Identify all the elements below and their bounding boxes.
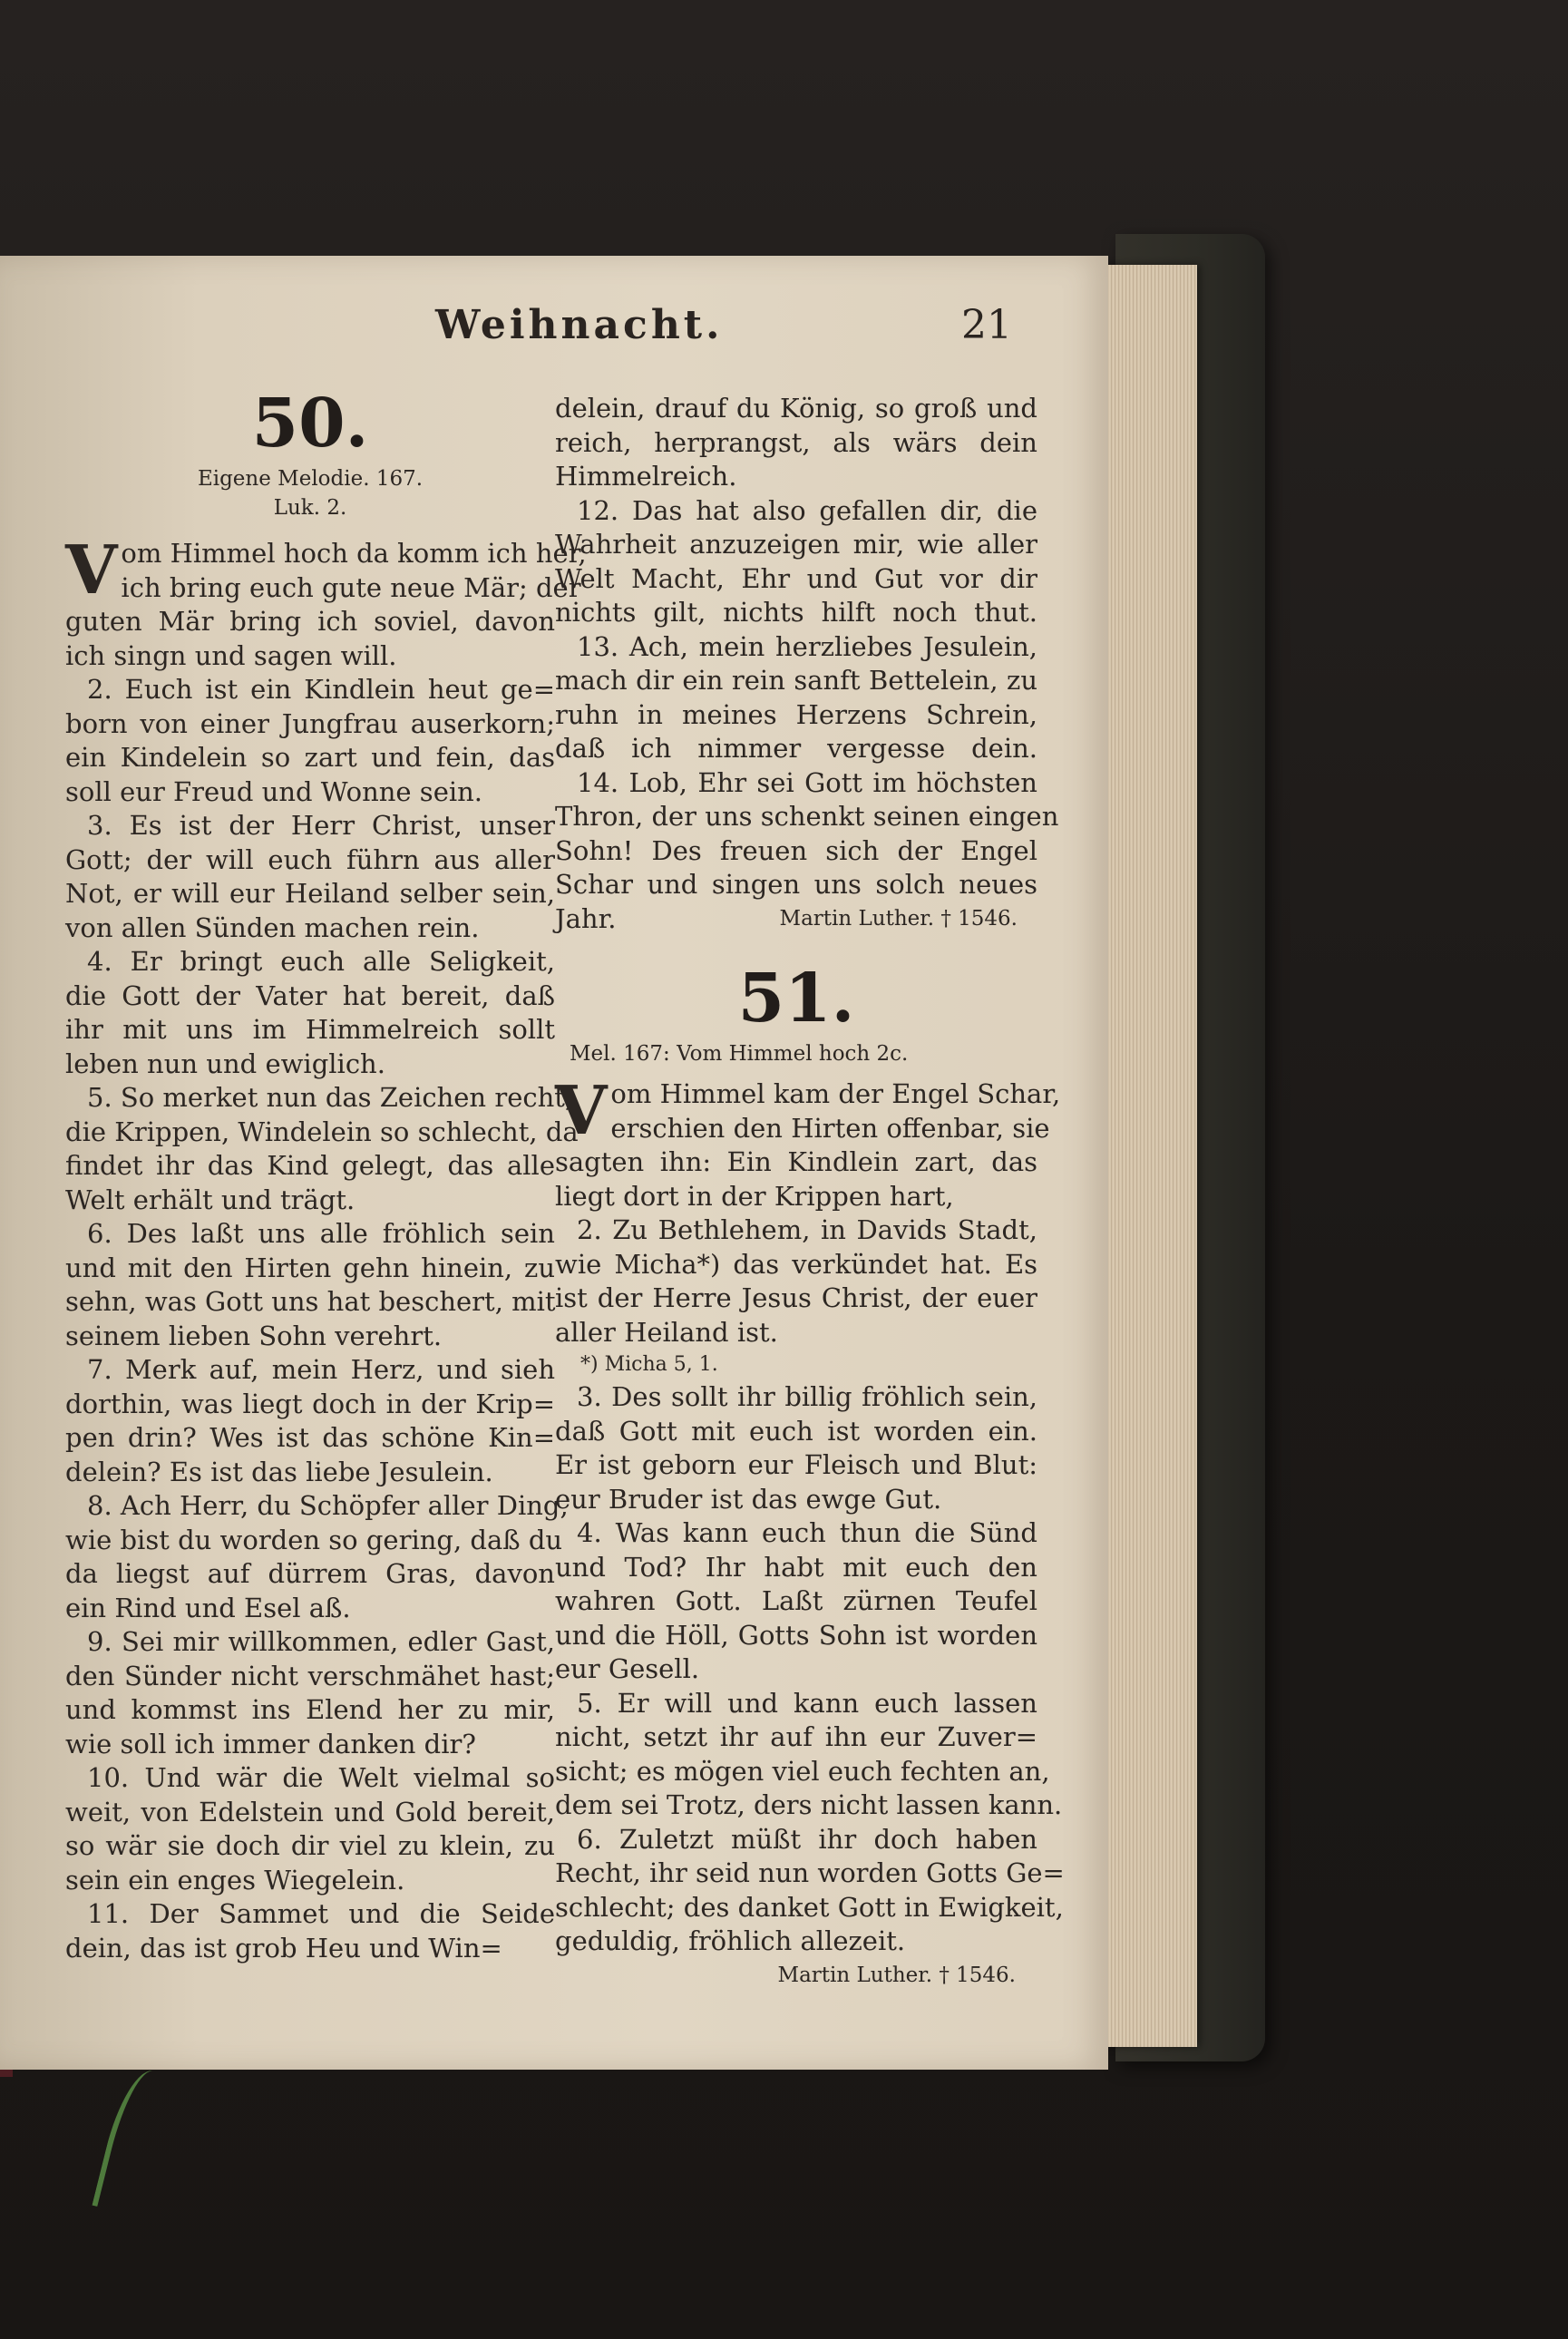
text-line: 9. Sei mir willkommen, edler Gast, bbox=[87, 1626, 555, 1657]
text-line: ist der Herre Jesus Christ, der euer bbox=[555, 1282, 1037, 1313]
text-line: und mit den Hirten gehn hinein, zu bbox=[65, 1252, 555, 1283]
text-line: Welt erhält und trägt. bbox=[65, 1184, 355, 1215]
text-line: 10. Und wär die Welt vielmal so bbox=[87, 1762, 555, 1793]
text-line: nicht, setzt ihr auf ihn eur Zuver= bbox=[555, 1721, 1037, 1752]
hymn-51-footnote: *) Micha 5, 1. bbox=[580, 1353, 718, 1376]
text-line: nichts gilt, nichts hilft noch thut. bbox=[555, 597, 1037, 628]
text-line: 2. Zu Bethlehem, in Davids Stadt, bbox=[577, 1214, 1037, 1245]
running-title: Weihnacht. bbox=[435, 302, 724, 348]
text-line: und Tod? Ihr habt mit euch den bbox=[555, 1551, 1037, 1583]
hymn-50-number: 50. bbox=[251, 385, 369, 463]
text-line: 6. Des laßt uns alle fröhlich sein bbox=[87, 1218, 555, 1249]
text-line: Gott; der will euch führn aus aller bbox=[65, 843, 555, 875]
text-line: ihr mit uns im Himmelreich sollt bbox=[65, 1014, 555, 1045]
text-line: reich, herprangst, als wärs dein bbox=[555, 426, 1037, 458]
hymn-50-author: Martin Luther. † 1546. bbox=[779, 906, 1018, 931]
text-line: da liegst auf dürrem Gras, davon bbox=[65, 1558, 555, 1589]
text-line: schlecht; des danket Gott in Ewigkeit, bbox=[555, 1891, 1064, 1923]
text-line: delein, drauf du König, so groß und bbox=[555, 393, 1037, 424]
text-line: 11. Der Sammet und die Seide bbox=[87, 1898, 555, 1929]
text-line: Wahrheit anzuzeigen mir, wie aller bbox=[555, 529, 1037, 560]
text-line: 4. Er bringt euch alle Seligkeit, bbox=[87, 946, 555, 977]
text-line: von allen Sünden machen rein. bbox=[65, 911, 480, 943]
text-line: Sohn! Des freuen sich der Engel bbox=[555, 834, 1037, 866]
hymn-51-number: 51. bbox=[737, 960, 855, 1038]
text-line: 7. Merk auf, mein Herz, und sieh bbox=[87, 1354, 555, 1385]
page-header bbox=[0, 302, 1108, 356]
text-line: 8. Ach Herr, du Schöpfer aller Ding, bbox=[87, 1490, 569, 1521]
text-line: 13. Ach, mein herzliebes Jesulein, bbox=[577, 630, 1037, 662]
text-line: 4. Was kann euch thun die Sünd bbox=[577, 1517, 1037, 1548]
text-line: 6. Zuletzt müßt ihr doch haben bbox=[577, 1823, 1037, 1855]
text-line: Er ist geborn eur Fleisch und Blut: bbox=[555, 1449, 1037, 1480]
text-line: sagten ihn: Ein Kindlein zart, das bbox=[555, 1146, 1037, 1177]
right-column bbox=[555, 392, 1065, 1993]
text-line: ein Kindelein so zart und fein, das bbox=[65, 742, 555, 773]
text-line: eur Bruder ist das ewge Gut. bbox=[555, 1483, 942, 1515]
text-line: so wär sie doch dir viel zu klein, zu bbox=[65, 1830, 555, 1861]
text-line: findet ihr das Kind gelegt, das alle bbox=[65, 1150, 555, 1181]
text-line: die Gott der Vater hat bereit, daß bbox=[65, 979, 555, 1011]
text-line: delein? Es ist das liebe Jesulein. bbox=[65, 1456, 493, 1487]
text-line: dorthin, was liegt doch in der Krip= bbox=[65, 1388, 555, 1419]
text-line: mach dir ein rein sanft Bettelein, zu bbox=[555, 665, 1037, 696]
text-line: seinem lieben Sohn verehrt. bbox=[65, 1320, 443, 1351]
hymn-51-melody: Mel. 167: Vom Himmel hoch 2c. bbox=[570, 1042, 909, 1066]
text-line: aller Heiland ist. bbox=[555, 1316, 778, 1348]
text-line: den Sünder nicht verschmähet hast; bbox=[65, 1660, 555, 1691]
text-line: ein Rind und Esel aß. bbox=[65, 1592, 351, 1623]
text-line: sehn, was Gott uns hat beschert, mit bbox=[65, 1286, 556, 1317]
text-line: dein, das ist grob Heu und Win= bbox=[65, 1932, 502, 1964]
hymn-51-dropcap: V bbox=[555, 1072, 608, 1150]
text-line: 14. Lob, Ehr sei Gott im höchsten bbox=[577, 766, 1037, 798]
hymn-51-text bbox=[555, 1072, 1061, 1350]
text-line: erschien den Hirten offenbar, sie bbox=[610, 1112, 1050, 1144]
text-line: ruhn in meines Herzens Schrein, bbox=[555, 698, 1037, 730]
text-line: Recht, ihr seid nun worden Gotts Ge= bbox=[555, 1857, 1065, 1888]
text-line: liegt dort in der Krippen hart, bbox=[555, 1180, 954, 1212]
hymn-51-author: Martin Luther. † 1546. bbox=[777, 1963, 1016, 1987]
hymn-51-text-continued bbox=[555, 1380, 1065, 1959]
text-line: soll eur Freud und Wonne sein. bbox=[65, 775, 483, 807]
page-number: 21 bbox=[961, 302, 1012, 348]
text-line: daß ich nimmer vergesse dein. bbox=[555, 733, 1037, 764]
text-line: 5. So merket nun das Zeichen recht, bbox=[87, 1082, 574, 1113]
text-line: weit, von Edelstein und Gold bereit, bbox=[65, 1796, 555, 1827]
hymn-50-last-line: Jahr. bbox=[555, 902, 617, 934]
text-line: sicht; es mögen viel euch fechten an, bbox=[555, 1755, 1050, 1787]
text-line: und kommst ins Elend her zu mir, bbox=[65, 1694, 555, 1725]
text-line: born von einer Jungfrau auserkorn; bbox=[65, 707, 555, 739]
hymn-50-melody: Eigene Melodie. 167. bbox=[197, 467, 424, 491]
text-line: 2. Euch ist ein Kindlein heut ge= bbox=[87, 674, 555, 705]
text-line: die Krippen, Windelein so schlecht, da bbox=[65, 1116, 579, 1147]
text-line: 3. Es ist der Herr Christ, unser bbox=[87, 810, 555, 841]
hymn-50-closing-line bbox=[555, 902, 1037, 937]
text-line: wahren Gott. Laßt zürnen Teufel bbox=[555, 1585, 1037, 1616]
text-line: guten Mär bring ich soviel, davon bbox=[65, 606, 555, 637]
text-line: pen drin? Wes ist das schöne Kin= bbox=[65, 1422, 555, 1453]
hymn-50-dropcap: V bbox=[65, 531, 118, 609]
text-line: Not, er will eur Heiland selber sein, bbox=[65, 878, 555, 909]
text-line: Welt Macht, Ehr und Gut vor dir bbox=[555, 562, 1037, 594]
text-line: om Himmel kam der Engel Schar, bbox=[610, 1078, 1061, 1109]
text-line: und die Höll, Gotts Sohn ist worden bbox=[555, 1619, 1037, 1651]
text-line: eur Gesell. bbox=[555, 1653, 700, 1684]
text-line: Thron, der uns schenkt seinen eingen bbox=[555, 801, 1059, 832]
text-line: daß Gott mit euch ist worden ein. bbox=[555, 1415, 1037, 1447]
text-line: dem sei Trotz, ders nicht lassen kann. bbox=[555, 1789, 1063, 1820]
text-line: leben nun und ewiglich. bbox=[65, 1048, 385, 1079]
text-line: wie soll ich immer danken dir? bbox=[65, 1728, 476, 1759]
text-line: ich singn und sagen will. bbox=[65, 639, 397, 671]
text-line: Schar und singen uns solch neues bbox=[555, 869, 1037, 900]
text-line: 5. Er will und kann euch lassen bbox=[577, 1687, 1037, 1719]
text-line: sein ein enges Wiegelein. bbox=[65, 1864, 405, 1896]
text-line: wie bist du worden so gering, daß du bbox=[65, 1524, 563, 1555]
book-page bbox=[0, 256, 1108, 2070]
text-line: geduldig, fröhlich allezeit. bbox=[555, 1925, 906, 1956]
text-line: Himmelreich. bbox=[555, 461, 737, 492]
text-line: ich bring euch gute neue Mär; der bbox=[121, 571, 581, 603]
text-line: 3. Des sollt ihr billig fröhlich sein, bbox=[577, 1381, 1037, 1412]
text-line: om Himmel hoch da komm ich her, bbox=[121, 538, 587, 569]
hymn-50-reference: Luk. 2. bbox=[273, 496, 347, 520]
text-line: 12. Das hat also gefallen dir, die bbox=[577, 494, 1037, 526]
text-line: wie Micha*) das verkündet hat. Es bbox=[555, 1248, 1037, 1280]
hymn-50-text-right bbox=[555, 392, 1059, 902]
